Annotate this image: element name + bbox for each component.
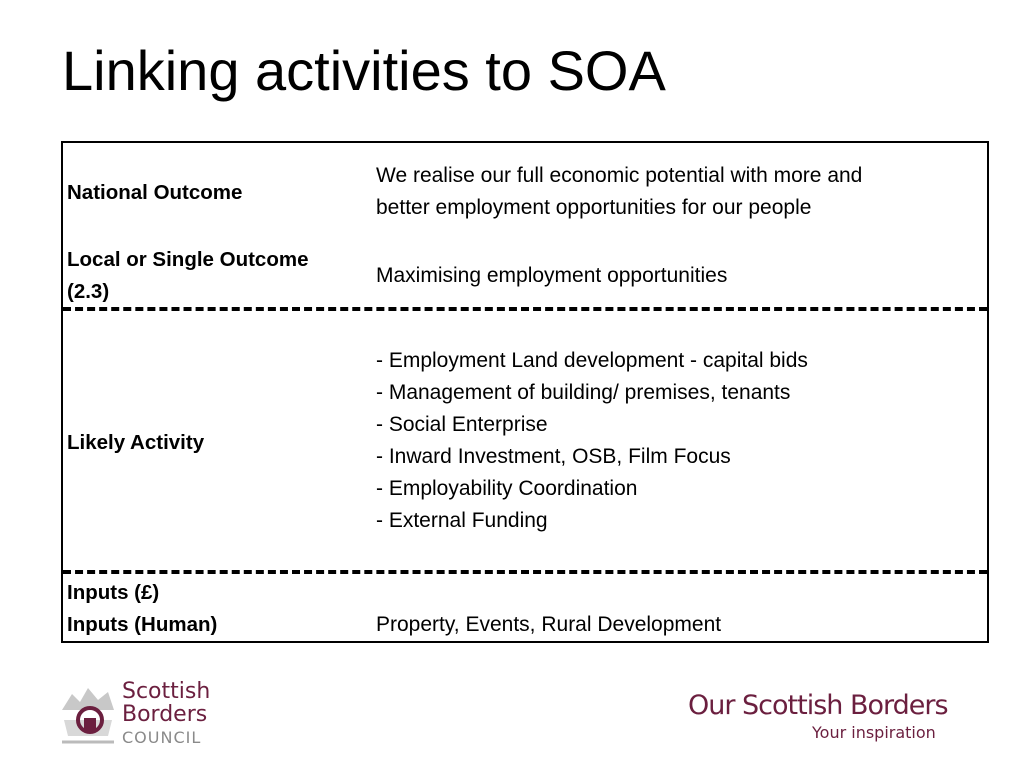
- national-outcome-value: [376, 160, 862, 224]
- inputs-money-label: Inputs (£): [67, 581, 160, 604]
- national-outcome-value-line: better employment opportunities for our people: [376, 196, 812, 219]
- brand-main-text: Our Scottish Borders: [688, 690, 948, 721]
- local-outcome-label: [67, 244, 309, 308]
- activity-item: - Employment Land development - capital bids: [376, 349, 808, 372]
- local-outcome-label-line: (2.3): [67, 280, 110, 303]
- section-divider: [63, 307, 987, 311]
- inputs-human-label: Inputs (Human): [67, 613, 218, 636]
- activity-item: - Management of building/ premises, tenants: [376, 381, 791, 404]
- council-name-line: Scottish: [122, 679, 211, 704]
- council-logo: [58, 680, 258, 752]
- brand-tagline: Your inspiration: [812, 723, 936, 742]
- national-outcome-value-line: We realise our full economic potential with more and: [376, 164, 863, 187]
- activity-item: - Employability Coordination: [376, 477, 638, 500]
- inputs-human-value: Property, Events, Rural Development: [376, 613, 722, 636]
- activity-item: - Inward Investment, OSB, Film Focus: [376, 445, 731, 468]
- slide-title: Linking activities to SOA: [62, 39, 666, 102]
- council-word: COUNCIL: [122, 728, 202, 747]
- national-outcome-label: National Outcome: [67, 181, 243, 204]
- council-crest-icon: [58, 680, 118, 752]
- activity-item: - External Funding: [376, 509, 548, 532]
- section-divider: [63, 570, 987, 574]
- soa-table: [61, 141, 989, 643]
- local-outcome-value: Maximising employment opportunities: [376, 264, 728, 287]
- activity-item: - Social Enterprise: [376, 413, 548, 436]
- activity-list: [376, 345, 808, 537]
- local-outcome-label-line: Local or Single Outcome: [67, 248, 309, 271]
- council-name: [122, 680, 210, 726]
- brand-logo: [688, 690, 968, 750]
- likely-activity-label: Likely Activity: [67, 431, 205, 454]
- council-name-line: Borders: [122, 702, 208, 727]
